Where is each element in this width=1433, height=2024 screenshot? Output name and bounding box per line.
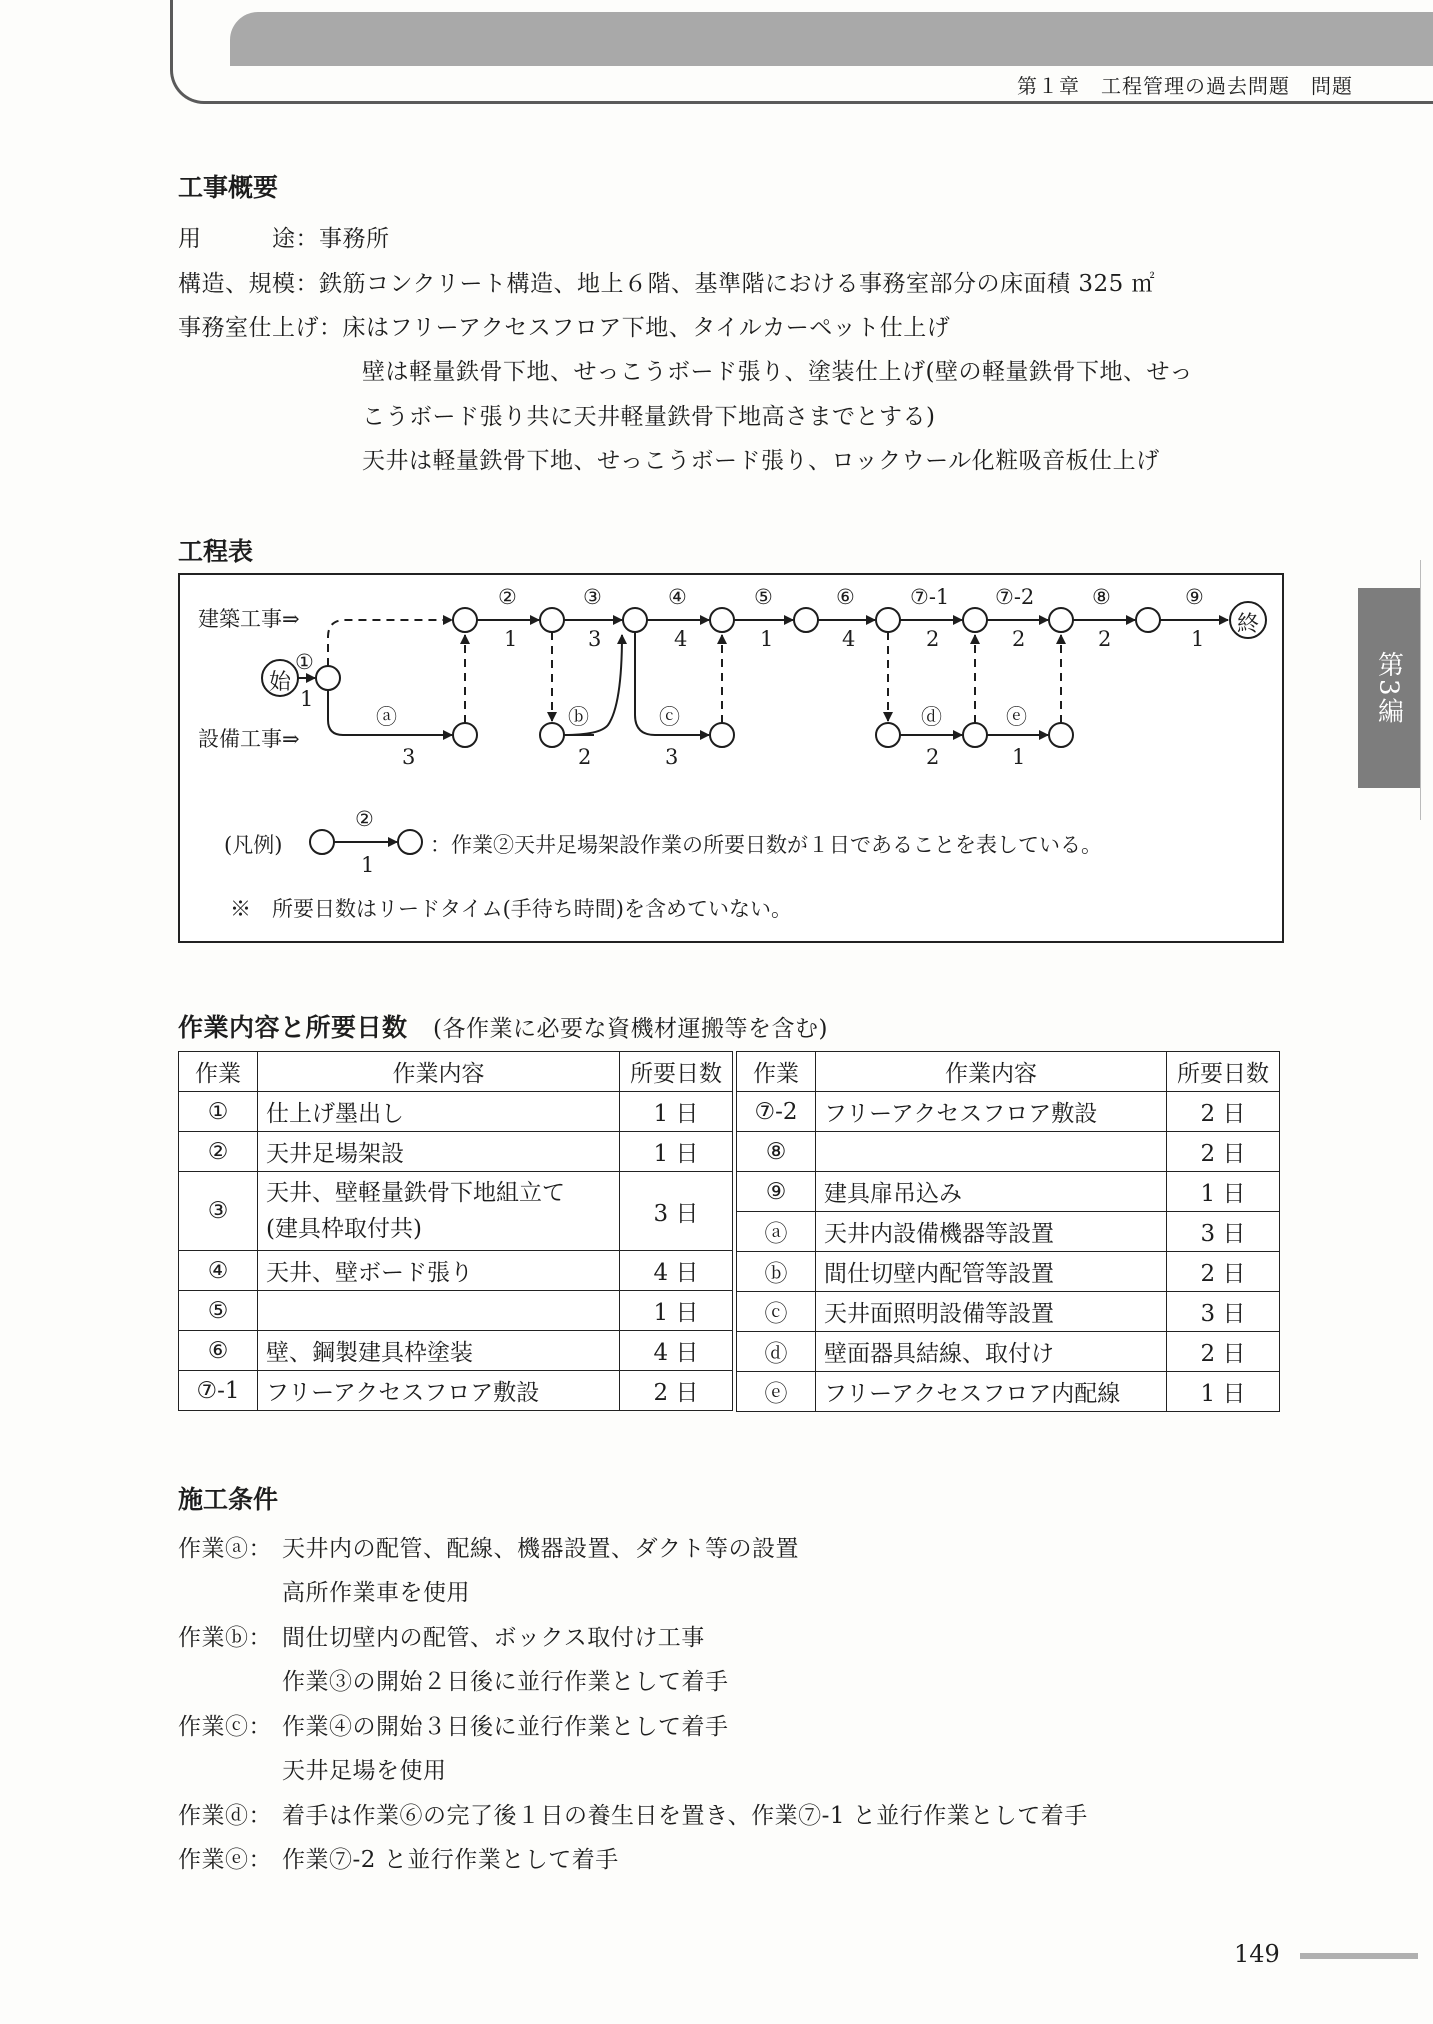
overview-title: 工事概要: [178, 173, 279, 202]
task-days: 3: [402, 745, 416, 769]
legend-days: 1: [361, 853, 375, 877]
task-label: ②: [498, 585, 517, 609]
end-label: 終: [1237, 612, 1260, 637]
row-label-arch: 建築工事⇒: [198, 607, 300, 631]
legend-task: ②: [355, 807, 374, 831]
node: [876, 608, 900, 632]
table-header: 作業内容: [816, 1052, 1167, 1092]
table-header: 作業: [179, 1052, 258, 1092]
finish-line: 天井は軽量鉄骨下地、せっこうボード張り、ロックウール化粧吸音板仕上げ: [362, 448, 1160, 474]
node: [1136, 608, 1160, 632]
condition-line: 作業③の開始２日後に並行作業として着手: [282, 1669, 729, 1695]
task-days: 1: [300, 687, 314, 711]
table-row: ⓒ 天井面照明設備等設置 3 日: [737, 1292, 1280, 1332]
table-row: ① 仕上げ墨出し 1 日: [179, 1092, 733, 1132]
condition-line: 天井内の配管、配線、機器設置、ダクト等の設置: [282, 1536, 799, 1562]
task-label: ⓔ: [1006, 705, 1027, 729]
node: [794, 608, 818, 632]
task-days: 2: [1098, 627, 1112, 651]
condition-line: 間仕切壁内の配管、ボックス取付け工事: [282, 1625, 705, 1651]
task-days: 2: [926, 745, 940, 769]
task-days: 1: [760, 627, 774, 651]
task-label: ⓒ: [659, 705, 680, 729]
task-days: 2: [926, 627, 940, 651]
table-row: ⑨ 建具扉吊込み 1 日: [737, 1172, 1280, 1212]
task-label: ⑨: [1185, 585, 1204, 609]
node: [540, 723, 564, 747]
task-label: ④: [668, 585, 687, 609]
task-days: 1: [1012, 745, 1026, 769]
legend-prefix: (凡例): [224, 833, 283, 857]
node: [710, 608, 734, 632]
schedule-title: 工程表: [178, 537, 254, 566]
task-label: ①: [295, 650, 314, 674]
start-label: 始: [269, 670, 292, 695]
work-table-right: [736, 1051, 1280, 1412]
section-side-tab: 第3編: [1358, 588, 1420, 788]
condition-label: 作業ⓑ：: [178, 1625, 272, 1651]
table-row: ⓑ 間仕切壁内配管等設置 2 日: [737, 1252, 1280, 1292]
table-row: ⓓ 壁面器具結線、取付け 2 日: [737, 1332, 1280, 1372]
row-label-equip: 設備工事⇒: [198, 727, 300, 751]
use-label: 用 途：事務所: [178, 226, 390, 252]
condition-label: 作業ⓓ：: [178, 1803, 272, 1829]
table-row: ⓔ フリーアクセスフロア内配線 1 日: [737, 1372, 1280, 1412]
table-header: 所要日数: [1167, 1052, 1280, 1092]
table-row: ⓐ 天井内設備機器等設置 3 日: [737, 1212, 1280, 1252]
legend-node: [310, 830, 334, 854]
node: [1049, 723, 1073, 747]
legend-text: ：作業②天井足場架設作業の所要日数が１日であることを表している。: [430, 833, 1102, 857]
table-title: 作業内容と所要日数 (各作業に必要な資機材運搬等を含む): [178, 1013, 828, 1042]
condition-label: 作業ⓒ：: [178, 1714, 272, 1740]
table-row: ⑥ 壁、鋼製建具枠塗装 4 日: [179, 1331, 733, 1371]
condition-line: 着手は作業⑥の完了後１日の養生日を置き、作業⑦-1 と並行作業として着手: [282, 1803, 1088, 1829]
node: [453, 608, 477, 632]
node: [453, 723, 477, 747]
task-label: ⑧: [1092, 585, 1111, 609]
schedule-diagram: [178, 573, 1284, 943]
task-label: ⑦-2: [995, 585, 1035, 609]
conditions-title: 施工条件: [178, 1485, 279, 1514]
condition-line: 天井足場を使用: [282, 1758, 447, 1784]
task-days: 1: [504, 627, 518, 651]
task-days: 4: [674, 627, 688, 651]
task-label: ⓐ: [376, 705, 397, 729]
table-header: 所要日数: [620, 1052, 733, 1092]
table-row: ④ 天井、壁ボード張り 4 日: [179, 1251, 733, 1291]
structure-value: 鉄筋コンクリート構造、地上６階、基準階における事務室部分の床面積 325 ㎡: [319, 271, 1156, 297]
node: [963, 723, 987, 747]
task-days: 3: [665, 745, 679, 769]
condition-label: 作業ⓔ：: [178, 1847, 272, 1873]
node: [876, 723, 900, 747]
table-header: 作業内容: [258, 1052, 620, 1092]
structure-label: 構造、規模：鉄筋コンクリート構造、地上６階、基準階における事務室部分の床面積 325 ㎡: [178, 271, 1156, 297]
finish-label: 事務室仕上げ：床はフリーアクセスフロア下地、タイルカーペット仕上げ: [178, 315, 951, 341]
task-label: ⑦-1: [910, 585, 950, 609]
header-tab: [230, 12, 1433, 66]
condition-line: 作業④の開始３日後に並行作業として着手: [282, 1714, 729, 1740]
task-label: ③: [583, 585, 602, 609]
legend-node: [398, 830, 422, 854]
task-days: 1: [1191, 627, 1205, 651]
finish-line: こうボード張り共に天井軽量鉄骨下地高さまでとする): [362, 404, 936, 430]
finish-line: 床はフリーアクセスフロア下地、タイルカーペット仕上げ: [342, 315, 951, 341]
task-label: ⓑ: [568, 705, 589, 729]
network-diagram: [180, 575, 1286, 945]
node: [316, 666, 340, 690]
dummy-arrow: [328, 620, 452, 666]
chapter-header: 第１章 工程管理の過去問題 問題: [1017, 74, 1353, 98]
node: [1049, 608, 1073, 632]
table-row: ⑤ 1 日: [179, 1291, 733, 1331]
condition-line: 高所作業車を使用: [282, 1580, 470, 1606]
task-days: 3: [588, 627, 602, 651]
work-table-left: [178, 1051, 733, 1411]
table-row: ③ 天井、壁軽量鉄骨下地組立て (建具枠取付共) 3 日: [179, 1172, 733, 1251]
task-label: ⑤: [754, 585, 773, 609]
task-label: ⑥: [836, 585, 855, 609]
task-label: ⓓ: [921, 705, 942, 729]
side-divider: [1420, 560, 1421, 820]
node: [710, 723, 734, 747]
table-row: ② 天井足場架設 1 日: [179, 1132, 733, 1172]
node: [963, 608, 987, 632]
finish-line: 壁は軽量鉄骨下地、せっこうボード張り、塗装仕上げ(壁の軽量鉄骨下地、せっ: [362, 359, 1194, 385]
page-number: 149: [1234, 1940, 1280, 1968]
schedule-note: ※ 所要日数はリードタイム(手待ち時間)を含めていない。: [230, 897, 792, 921]
table-row: ⑦-1 フリーアクセスフロア敷設 2 日: [179, 1371, 733, 1411]
table-row: ⑦-2 フリーアクセスフロア敷設 2 日: [737, 1092, 1280, 1132]
use-value: 事務所: [319, 226, 390, 252]
condition-line: 作業⑦-2 と並行作業として着手: [282, 1847, 619, 1873]
table-header: 作業: [737, 1052, 816, 1092]
task-days: 4: [842, 627, 856, 651]
task-days: 2: [1012, 627, 1026, 651]
table-row: ⑧ 2 日: [737, 1132, 1280, 1172]
condition-label: 作業ⓐ：: [178, 1536, 272, 1562]
node: [623, 608, 647, 632]
page-bar: [1300, 1953, 1418, 1959]
task-days: 2: [578, 745, 592, 769]
node: [540, 608, 564, 632]
table-subtitle: (各作業に必要な資機材運搬等を含む): [433, 1016, 828, 1042]
